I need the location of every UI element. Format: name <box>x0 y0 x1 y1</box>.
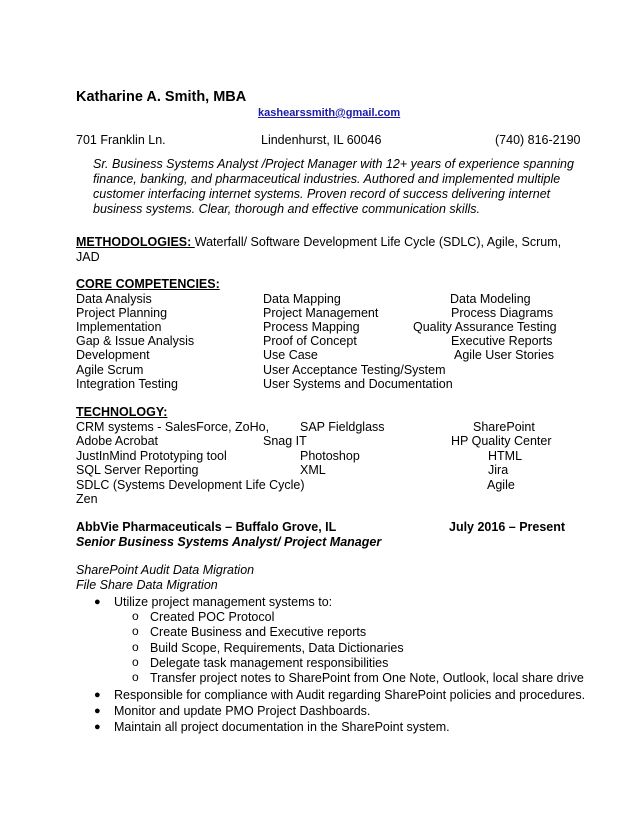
competency-item: Executive Reports <box>451 334 553 348</box>
duty-item: Monitor and update PMO Project Dashboards. <box>114 704 371 718</box>
subduty-item: Build Scope, Requirements, Data Dictionaries <box>150 641 404 655</box>
technology-item: SAP Fieldglass <box>300 420 385 434</box>
employer-name: AbbVie Pharmaceuticals – Buffalo Grove, IL <box>76 520 337 534</box>
candidate-name: Katharine A. Smith, MBA <box>76 89 247 105</box>
competency-item: Data Analysis <box>76 292 152 306</box>
circle-bullet-icon: o <box>132 670 139 684</box>
methodologies-text: Waterfall/ Software Development Life Cycle (SDLC), Agile, Scrum, <box>194 235 562 249</box>
bullet-icon: ● <box>94 705 101 717</box>
technology-item: HP Quality Center <box>451 434 552 448</box>
competency-item: Proof of Concept <box>263 334 357 348</box>
competency-item: Data Modeling <box>450 292 531 306</box>
email-link[interactable]: kashearssmith@gmail.com <box>258 107 401 119</box>
competency-item: Project Planning <box>76 306 168 320</box>
technology-item: SQL Server Reporting <box>76 463 199 477</box>
competency-item: Agile User Stories <box>454 348 555 362</box>
technology-item: HTML <box>488 449 523 463</box>
duty-item: Maintain all project documentation in the SharePoint system. <box>114 720 450 734</box>
methodologies-continued: JAD <box>76 250 100 264</box>
competencies-heading: CORE COMPETENCIES: <box>76 277 220 291</box>
street-address: 701 Franklin Ln. <box>76 133 166 147</box>
competency-item: Data Mapping <box>263 292 341 306</box>
competency-item: User Systems and Documentation <box>263 377 453 391</box>
competency-item: Project Management <box>263 306 379 320</box>
competency-item: Process Mapping <box>263 320 360 334</box>
technology-heading: TECHNOLOGY: <box>76 405 168 419</box>
bullet-icon: ● <box>94 689 101 701</box>
competency-item: Implementation <box>76 320 162 334</box>
professional-summary <box>93 157 585 217</box>
subduty-item: Transfer project notes to SharePoint from One Note, Outlook, local share drive <box>150 671 584 685</box>
technology-item: XML <box>300 463 326 477</box>
technology-item: Photoshop <box>300 449 360 463</box>
duty-item: Responsible for compliance with Audit regarding SharePoint policies and procedures. <box>114 688 586 702</box>
competency-item: Process Diagrams <box>451 306 554 320</box>
technology-item: Jira <box>488 463 509 477</box>
subduty-item: Delegate task management responsibilities <box>150 656 389 670</box>
methodologies-heading: METHODOLOGIES: <box>76 235 195 249</box>
technology-item: Zen <box>76 492 98 506</box>
bullet-icon: ● <box>94 596 101 608</box>
duty-item: Utilize project management systems to: <box>114 595 333 609</box>
project-name: File Share Data Migration <box>76 578 218 592</box>
phone-number: (740) 816-2190 <box>495 133 581 147</box>
technology-item: JustInMind Prototyping tool <box>76 449 227 463</box>
technology-item: Adobe Acrobat <box>76 434 159 448</box>
competency-item: Quality Assurance Testing <box>413 320 557 334</box>
technology-item: SharePoint <box>473 420 535 434</box>
city-state-zip: Lindenhurst, IL 60046 <box>261 133 382 147</box>
competency-item: Use Case <box>263 348 318 362</box>
circle-bullet-icon: o <box>132 609 139 623</box>
competency-item: User Acceptance Testing/System <box>263 363 446 377</box>
methodologies-line <box>76 235 561 250</box>
job-title: Senior Business Systems Analyst/ Project Manager <box>76 535 382 549</box>
technology-item: Snag IT <box>263 434 307 448</box>
employment-dates: July 2016 – Present <box>449 520 566 534</box>
competency-item: Integration Testing <box>76 377 178 391</box>
circle-bullet-icon: o <box>132 624 139 638</box>
technology-item: CRM systems - SalesForce, ZoHo, <box>76 420 270 434</box>
summary-line: business systems. Clear, thorough and effective communication skills. <box>93 202 480 216</box>
technology-item: SDLC (Systems Development Life Cycle) <box>76 478 305 492</box>
subduty-item: Create Business and Executive reports <box>150 625 367 639</box>
project-name: SharePoint Audit Data Migration <box>76 563 255 577</box>
summary-line: customer interfacing internet systems. Proven record of success delivering internet <box>93 187 551 201</box>
competency-item: Development <box>76 348 150 362</box>
circle-bullet-icon: o <box>132 655 139 669</box>
subduty-item: Created POC Protocol <box>150 610 275 624</box>
summary-line: finance, banking, and pharmaceutical industries. Authored and implemented multiple <box>93 172 561 186</box>
circle-bullet-icon: o <box>132 640 139 654</box>
summary-line: Sr. Business Systems Analyst /Project Manager with 12+ years of experience spanning <box>93 157 574 171</box>
competency-item: Agile Scrum <box>76 363 144 377</box>
technology-item: Agile <box>487 478 515 492</box>
bullet-icon: ● <box>94 721 101 733</box>
competency-item: Gap & Issue Analysis <box>76 334 195 348</box>
